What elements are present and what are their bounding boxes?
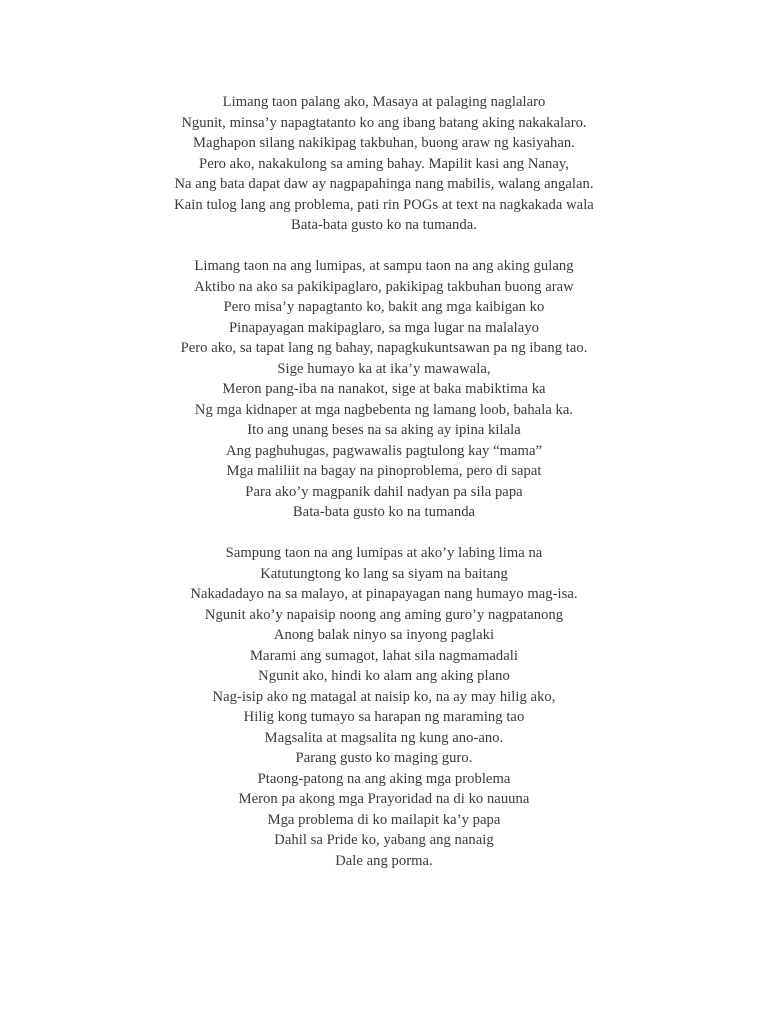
poem-line: Ngunit ako’y napaisip noong ang aming guro’y nagpatanong: [204, 606, 564, 623]
stanza-3: [0, 543, 768, 871]
poem-line: Anong balak ninyo sa inyong paglaki: [273, 627, 495, 643]
poem-line: Ang paghuhugas, pagwawalis pagtulong kay “mama”: [225, 442, 543, 459]
poem-line: Para ako’y magpanik dahil nadyan pa sila papa: [245, 483, 523, 500]
poem-line: Na ang bata dapat daw ay nagpapahinga nang mabilis, walang angalan.: [174, 176, 594, 192]
poem-line: Dahil sa Pride ko, yabang ang nanaig: [274, 832, 494, 848]
poem-line: Nag-isip ako ng matagal at naisip ko, na ay may hilig ako,: [212, 688, 556, 705]
poem-line: Sige humayo ka at ika’y mawawala,: [277, 360, 491, 377]
poem-line: Nakadadayo na sa malayo, at pinapayagan nang humayo mag-isa.: [190, 586, 578, 602]
poem-line: Magsalita at magsalita ng kung ano-ano.: [264, 729, 504, 746]
poem-line: Hilig kong tumayo sa harapan ng maraming tao: [243, 709, 525, 725]
poem-line: Mga maliliit na bagay na pinoproblema, pero di sapat: [226, 463, 542, 479]
poem-line: Mga problema di ko mailapit ka’y papa: [267, 811, 501, 828]
poem-line: Pero misa’y napagtanto ko, bakit ang mga kaibigan ko: [223, 299, 545, 315]
poem-line: Pinapayagan makipaglaro, sa mga lugar na malalayo: [228, 319, 540, 336]
poem-line: Katutungtong ko lang sa siyam na baitang: [260, 565, 508, 582]
poem-line: Ito ang unang beses na sa aking ay ipina kilala: [247, 422, 521, 438]
poem-line: Marami ang sumagot, lahat sila nagmamadali: [250, 647, 518, 664]
poem-line: Limang taon palang ako, Masaya at palaging naglalaro: [222, 94, 546, 110]
poem-line: Dale ang porma.: [335, 852, 433, 869]
poem-line: Meron pa akong mga Prayoridad na di ko nauuna: [238, 791, 530, 807]
poem-page: [0, 92, 768, 892]
poem-line: Ptaong-patong na ang aking mga problema: [257, 770, 511, 787]
poem-line: Aktibo na ako sa pakikipaglaro, pakikipag takbuhan buong araw: [194, 278, 574, 295]
poem-line: Kain tulog lang ang problema, pati rin POGs at text na nagkakada wala: [174, 196, 594, 213]
poem-line: Pero ako, sa tapat lang ng bahay, napagkukuntsawan pa ng ibang tao.: [180, 340, 588, 356]
poem-line: Ngunit ako, hindi ko alam ang aking plano: [258, 668, 510, 684]
stanza-1: [0, 92, 768, 236]
poem-line: Ngunit, minsa’y napagtatanto ko ang ibang batang aking nakakalaro.: [181, 114, 587, 131]
poem-line: Bata-bata gusto ko na tumanda.: [291, 217, 477, 233]
poem-line: Pero ako, nakakulong sa aming bahay. Mapilit kasi ang Nanay,: [199, 155, 569, 172]
poem-line: Ng mga kidnaper at mga nagbebenta ng lamang loob, bahala ka.: [194, 401, 574, 418]
poem-line: Maghapon silang nakikipag takbuhan, buong araw ng kasiyahan.: [193, 135, 575, 151]
poem-line: Bata-bata gusto ko na tumanda: [292, 504, 476, 520]
poem-line: Meron pang-iba na nanakot, sige at baka mabiktima ka: [222, 381, 546, 397]
stanza-2: [0, 256, 768, 523]
poem-line: Limang taon na ang lumipas, at sampu taon na ang aking gulang: [194, 258, 574, 274]
poem-line: Parang gusto ko maging guro.: [295, 750, 473, 766]
poem-line: Sampung taon na ang lumipas at ako’y labing lima na: [225, 545, 543, 561]
